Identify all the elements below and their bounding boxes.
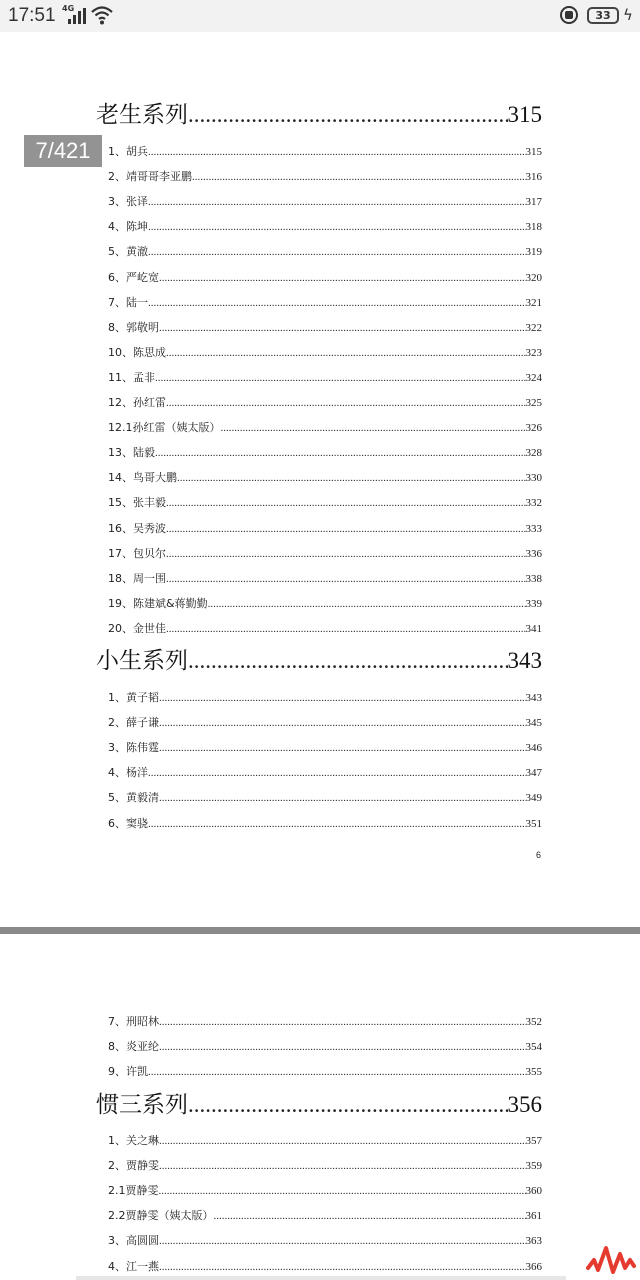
entry-page-number: 354 (525, 1041, 542, 1054)
charging-icon: ϟ (623, 6, 633, 24)
entry-label: 2.2贾静雯（姨太版） (108, 1209, 214, 1223)
entry-page-number: 315 (525, 146, 542, 158)
leader-dots (159, 272, 526, 284)
toc-entry[interactable] (108, 1157, 542, 1173)
page-separator (0, 927, 640, 934)
section-page-number: 343 (507, 648, 542, 673)
leader-dots (159, 692, 526, 704)
leader-dots (166, 548, 526, 560)
toc-entry[interactable] (108, 789, 542, 805)
entry-label: 4、杨洋 (108, 766, 148, 780)
status-time: 17:51 (8, 5, 56, 26)
leader-dots (221, 422, 526, 434)
toc-entry[interactable] (108, 764, 542, 780)
entry-page-number: 330 (525, 472, 542, 485)
toc-entry[interactable] (108, 344, 542, 360)
entry-label: 4、江一燕 (108, 1259, 159, 1273)
entry-page-number: 325 (525, 397, 542, 409)
entry-page-number: 349 (525, 792, 542, 805)
cellular-signal-icon (62, 6, 86, 26)
leader-dots (148, 767, 526, 779)
leader-dots (177, 472, 526, 484)
battery-level: 33 (595, 9, 611, 22)
toc-entry[interactable] (108, 1013, 542, 1029)
entry-label: 2、薛子谦 (108, 716, 159, 730)
toc-entry[interactable] (108, 570, 542, 586)
leader-dots (166, 573, 526, 585)
leader-dots (155, 372, 526, 384)
entry-page-number: 332 (525, 497, 542, 510)
entry-label: 8、炎亚纶 (108, 1040, 159, 1054)
entry-page-number: 317 (525, 196, 542, 209)
entry-page-number: 359 (525, 1160, 542, 1173)
entry-page-number: 343 (525, 692, 542, 704)
entry-label: 17、包贝尔 (108, 546, 166, 560)
entry-page-number: 333 (525, 522, 542, 535)
entry-page-number: 345 (525, 717, 542, 730)
leader-dots (148, 221, 526, 233)
leader-dots (148, 196, 526, 208)
section-title: 小生系列 (96, 648, 188, 674)
leader-dots (159, 1235, 526, 1247)
page-indicator: 7/421 (24, 135, 102, 167)
toc-entry[interactable] (108, 1038, 542, 1054)
wifi-icon (90, 4, 114, 26)
entry-page-number: 355 (525, 1066, 542, 1079)
entry-page-number: 322 (525, 321, 542, 334)
leader-dots (192, 171, 526, 183)
entry-label: 2、贾静雯 (108, 1159, 159, 1173)
leader-dots (159, 322, 526, 334)
entry-label: 1、关之琳 (108, 1134, 159, 1147)
entry-page-number: 323 (525, 346, 542, 359)
entry-page-number: 352 (525, 1016, 542, 1028)
toc-entry[interactable] (108, 269, 542, 285)
leader-dots (159, 1185, 526, 1197)
entry-label: 16、吴秀波 (108, 521, 166, 535)
entry-label: 12、孙红雷 (108, 396, 166, 409)
entry-page-number: 347 (525, 767, 542, 780)
entry-page-number: 351 (525, 817, 542, 830)
toc-entry[interactable] (108, 1232, 542, 1248)
toc-entry[interactable] (108, 689, 542, 705)
entry-page-number: 361 (525, 1210, 542, 1223)
entry-label: 3、陈伟霆 (108, 741, 159, 755)
section-heading[interactable] (96, 1086, 542, 1126)
entry-page-number: 360 (525, 1185, 542, 1198)
leader-dots (166, 397, 526, 409)
entry-label: 2、靖哥哥李亚鹏 (108, 170, 192, 184)
entry-page-number: 339 (525, 597, 542, 610)
toc-entry[interactable] (108, 815, 542, 831)
entry-label: 10、陈思成 (108, 345, 166, 359)
section-page-number: 315 (507, 102, 542, 127)
entry-label: 15、张丰毅 (108, 496, 166, 510)
toc-entry[interactable] (108, 1063, 542, 1079)
leader-dots (148, 818, 526, 830)
leader-dots (166, 523, 526, 535)
toc-entry[interactable] (108, 1207, 542, 1223)
entry-page-number: 363 (525, 1235, 542, 1248)
leader-dots (159, 717, 526, 729)
leader-dots (148, 297, 526, 309)
entry-page-number: 366 (525, 1260, 542, 1273)
page-number: 6 (536, 850, 542, 860)
leader-dots (214, 1210, 526, 1222)
entry-label: 6、窦骁 (108, 816, 148, 830)
entry-page-number: 328 (525, 447, 542, 460)
entry-label: 20、金世佳 (108, 621, 166, 635)
toc-entry[interactable] (108, 243, 542, 259)
entry-label: 14、鸟哥大鹏 (108, 471, 177, 485)
toc-entry[interactable] (108, 193, 542, 209)
toc-entry[interactable] (108, 143, 542, 159)
toc-entry[interactable] (108, 294, 542, 310)
section-page-number: 356 (507, 1092, 542, 1117)
leader-dots (166, 623, 526, 635)
toc-entry[interactable] (108, 168, 542, 184)
entry-label: 5、黄毅清 (108, 791, 159, 805)
entry-page-number: 336 (525, 547, 542, 560)
section-title: 老生系列 (96, 102, 188, 128)
leader-dots (159, 742, 526, 754)
entry-label: 19、陈建斌&蒋勤勤 (108, 596, 208, 610)
entry-label: 5、黄澈 (108, 245, 148, 259)
toc-entry[interactable] (108, 494, 542, 510)
section-heading[interactable] (96, 642, 542, 682)
toc-entry[interactable] (108, 469, 542, 485)
toc-entry[interactable] (108, 419, 542, 435)
entry-label: 1、胡兵 (108, 145, 148, 158)
entry-label: 7、陆一 (108, 295, 148, 309)
toc-entry[interactable] (108, 1258, 542, 1274)
entry-label: 18、周一围 (108, 571, 166, 585)
entry-page-number: 318 (525, 221, 542, 234)
entry-page-number: 316 (525, 171, 542, 184)
battery-icon (587, 7, 619, 24)
leader-dots (148, 246, 526, 258)
entry-label: 13、陆毅 (108, 446, 155, 460)
leader-dots (155, 447, 526, 459)
leader-dots (166, 347, 526, 359)
entry-label: 9、许凯 (108, 1065, 148, 1079)
leader-dots (188, 102, 508, 128)
leader-dots (148, 146, 526, 158)
entry-label: 11、孟非 (108, 370, 155, 384)
toc-entry[interactable] (108, 620, 542, 636)
leader-dots (148, 1066, 526, 1078)
leader-dots (208, 598, 526, 610)
rotation-lock-icon (560, 6, 578, 24)
leader-dots (188, 648, 508, 674)
bottom-toolbar[interactable] (76, 1276, 566, 1280)
toc-entry[interactable] (108, 520, 542, 536)
network-type: 4G (62, 4, 75, 13)
entry-page-number: 321 (525, 296, 542, 309)
entry-page-number: 341 (525, 622, 542, 635)
app-logo-icon (586, 1242, 636, 1276)
leader-dots (159, 792, 526, 804)
entry-page-number: 346 (525, 742, 542, 755)
toc-entry[interactable] (108, 739, 542, 755)
entry-page-number: 319 (525, 246, 542, 259)
entry-page-number: 357 (525, 1135, 542, 1147)
leader-dots (166, 497, 526, 509)
entry-label: 3、高圆圆 (108, 1234, 159, 1248)
toc-entry[interactable] (108, 714, 542, 730)
toc-entry[interactable] (108, 218, 542, 234)
leader-dots (159, 1135, 526, 1147)
entry-label: 2.1贾静雯 (108, 1184, 159, 1198)
leader-dots (188, 1092, 508, 1118)
section-title: 惯三系列 (96, 1092, 188, 1118)
entry-label: 8、郭敬明 (108, 320, 159, 334)
entry-label: 7、刑昭林 (108, 1015, 159, 1028)
entry-page-number: 320 (525, 271, 542, 284)
toc-entry[interactable] (108, 394, 542, 410)
toc-entry[interactable] (108, 444, 542, 460)
toc-entry[interactable] (108, 595, 542, 611)
leader-dots (159, 1160, 526, 1172)
toc-entry[interactable] (108, 545, 542, 561)
entry-page-number: 324 (525, 371, 542, 384)
toc-entry[interactable] (108, 319, 542, 335)
toc-entry[interactable] (108, 1132, 542, 1148)
leader-dots (159, 1261, 526, 1273)
leader-dots (159, 1041, 526, 1053)
leader-dots (159, 1016, 526, 1028)
entry-label: 12.1孙红雷（姨太版） (108, 421, 221, 435)
entry-page-number: 326 (525, 422, 542, 435)
entry-label: 6、严屹宽 (108, 270, 159, 284)
entry-label: 3、张译 (108, 195, 148, 209)
entry-page-number: 338 (525, 572, 542, 585)
section-heading[interactable] (96, 96, 542, 136)
status-bar (0, 0, 640, 32)
toc-entry[interactable] (108, 1182, 542, 1198)
entry-label: 1、黄子韬 (108, 691, 159, 704)
toc-entry[interactable] (108, 369, 542, 385)
entry-label: 4、陈坤 (108, 220, 148, 234)
